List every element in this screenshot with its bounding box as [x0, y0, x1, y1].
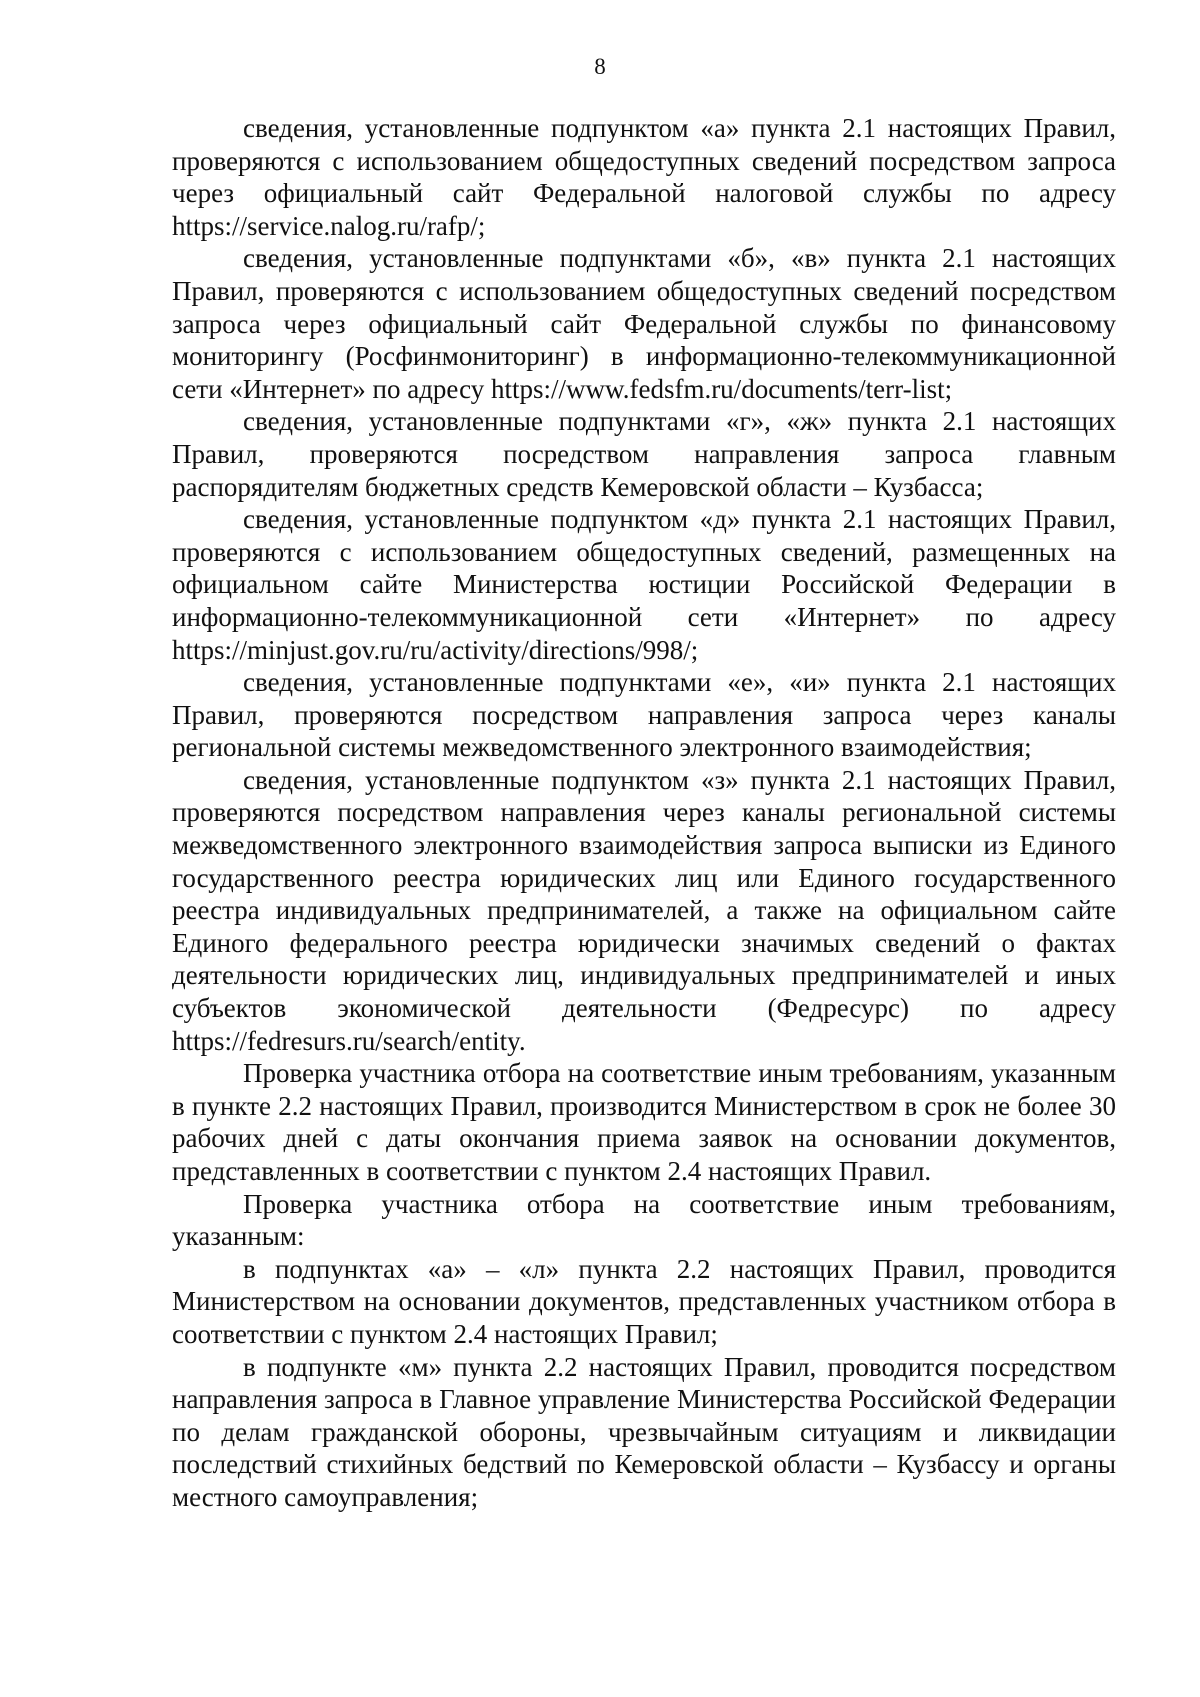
paragraph-check-subpoints-a-l: в подпунктах «а» – «л» пункта 2.2 настоящих Правил, проводится Министерством на основании документов, представленных участником отбора в соответствии с пунктом 2.4 настоящих Правил;	[172, 1253, 1116, 1349]
document-body	[172, 112, 1116, 1514]
paragraph-info-nalog: сведения, установленные подпунктом «а» пункта 2.1 настоящих Правил, проверяются с использованием общедоступных сведений посредством запроса через официальный сайт Федеральной налоговой службы по адресу https://service.nalog.ru/rafp/;	[172, 113, 1116, 241]
paragraph-check-requirements: Проверка участника отбора на соответствие иным требованиям, указанным в пункте 2.2 настоящих Правил, производится Министерством в срок не более 30 рабочих дней с даты окончания приема заявок на основании документов, представленных в соответствии с пунктом 2.4 настоящих Правил.	[172, 1058, 1116, 1186]
paragraph-info-minjust: сведения, установленные подпунктом «д» пункта 2.1 настоящих Правил, проверяются с использованием общедоступных сведений, размещенных на официальном сайте Министерства юстиции Российской Федерации в информационно-телекоммуникационной сети «Интернет» по адресу https://minjust.gov.ru/ru/activity/directions/998/;	[172, 504, 1116, 665]
paragraph-info-smev: сведения, установленные подпунктами «е», «и» пункта 2.1 настоящих Правил, проверяются посредством направления запроса через каналы региональной системы межведомственного электронного взаимодействия;	[172, 667, 1116, 763]
paragraph-info-fedsfm: сведения, установленные подпунктами «б», «в» пункта 2.1 настоящих Правил, проверяются с использованием общедоступных сведений посредством запроса через официальный сайт Федеральной службы по финансовому мониторингу (Росфинмониторинг) в информационно-телекоммуникационной сети «Интернет» по адресу https://www.fedsfm.ru/documents/terr-list;	[172, 243, 1116, 404]
page-number: 8	[594, 54, 606, 79]
paragraph-check-subpoint-m: в подпункте «м» пункта 2.2 настоящих Правил, проводится посредством направления запроса в Главное управление Министерства Российской Федерации по делам гражданской обороны, чрезвычайным ситуациям и ликвидации последствий стихийных бедствий по Кемеровской области – Кузбассу и органы местного самоуправления;	[172, 1351, 1116, 1512]
paragraph-info-fedresurs: сведения, установленные подпунктом «з» пункта 2.1 настоящих Правил, проверяются посредством направления через каналы региональной системы межведомственного электронного взаимодействия запроса выписки из Единого государственного реестра юридических лиц или Единого государственного реестра индивидуальных предпринимателей, а также на официальном сайте Единого федерального реестра юридически значимых сведений о фактах деятельности юридических лиц, индивидуальных предпринимателей и иных субъектов экономической деятельности (Федресурс) по адресу https://fedresurs.ru/search/entity.	[172, 764, 1116, 1056]
paragraph-check-intro: Проверка участника отбора на соответствие иным требованиям, указанным:	[172, 1188, 1116, 1252]
paragraph-info-budget: сведения, установленные подпунктами «г», «ж» пункта 2.1 настоящих Правил, проверяются посредством направления запроса главным распорядителям бюджетных средств Кемеровской области – Кузбасса;	[172, 406, 1116, 502]
